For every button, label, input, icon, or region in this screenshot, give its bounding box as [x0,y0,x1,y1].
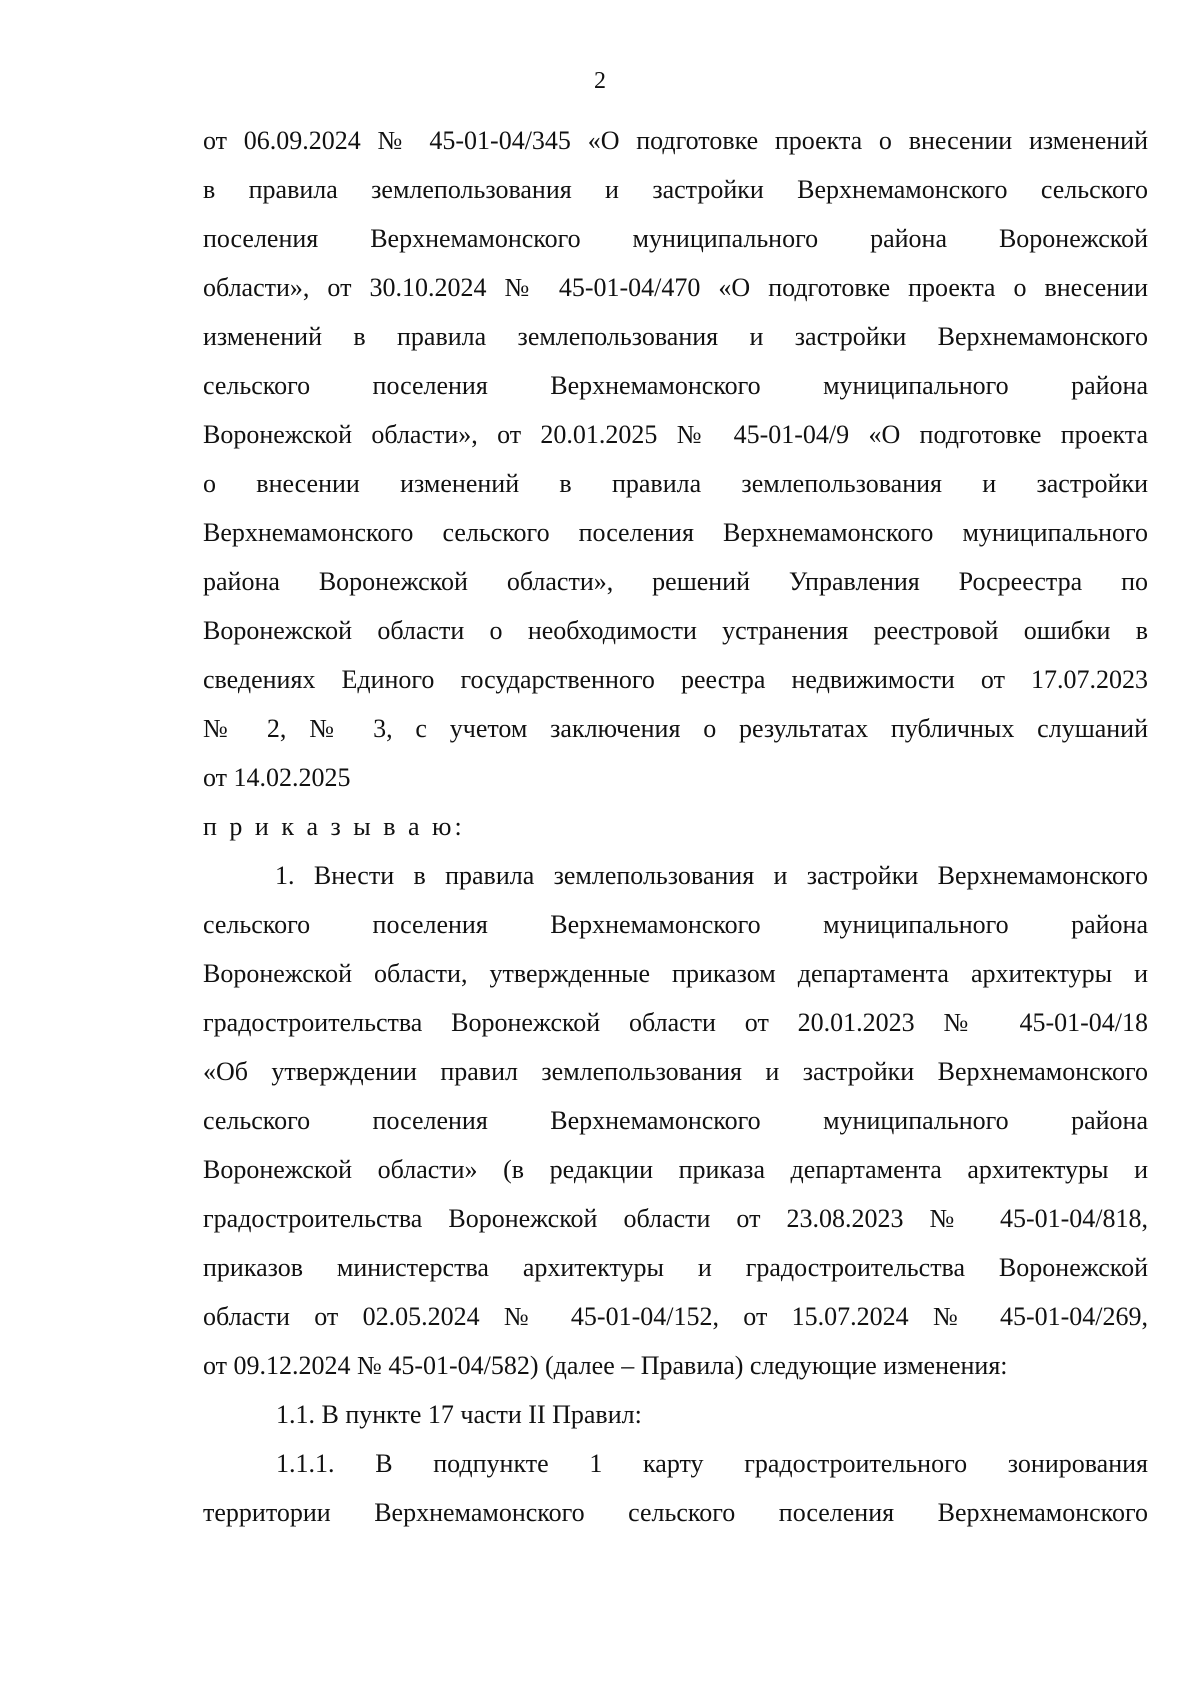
text-line: сельского поселения Верхнемамонского муниципального района [203,1106,1148,1135]
text-line: № 2, № 3, с учетом заключения о результатах публичных слушаний [203,714,1148,743]
text-line: от 06.09.2024 № 45-01-04/345 «О подготовке проекта о внесении изменений [203,126,1148,155]
text-line: изменений в правила землепользования и застройки Верхнемамонского [203,322,1148,351]
text-line: о внесении изменений в правила землепользования и застройки [203,469,1148,498]
text-line: 1.1. В пункте 17 части II Правил: [276,1400,642,1429]
text-line: территории Верхнемамонского сельского поселения Верхнемамонского [203,1498,1148,1527]
text-line: градостроительства Воронежской области от 23.08.2023 № 45-01-04/818, [203,1204,1148,1233]
text-line: сведениях Единого государственного реестра недвижимости от 17.07.2023 [203,665,1148,694]
text-line: поселения Верхнемамонского муниципального района Воронежской [203,224,1148,253]
text-line: Воронежской области, утвержденные приказом департамента архитектуры и [203,959,1148,988]
text-line: приказов министерства архитектуры и градостроительства Воронежской [203,1253,1148,1282]
text-line: сельского поселения Верхнемамонского муниципального района [203,371,1148,400]
text-line: области от 02.05.2024 № 45-01-04/152, от 15.07.2024 № 45-01-04/269, [203,1302,1148,1331]
text-line: Воронежской области о необходимости устранения реестровой ошибки в [203,616,1148,645]
document-body [203,120,1148,1541]
text-line: от 09.12.2024 № 45-01-04/582) (далее – Правила) следующие изменения: [203,1351,1008,1380]
page-number: 2 [594,68,606,94]
text-line: Воронежской области» (в редакции приказа департамента архитектуры и [203,1155,1148,1184]
text-line: Воронежской области», от 20.01.2025 № 45-01-04/9 «О подготовке проекта [203,420,1148,449]
order-keyword [203,806,1148,855]
text-line: 1. Внести в правила землепользования и застройки Верхнемамонского [275,861,1148,890]
text-line: от 14.02.2025 [203,763,351,792]
text-line: района Воронежской области», решений Управления Росреестра по [203,567,1148,596]
text-line: сельского поселения Верхнемамонского муниципального района [203,910,1148,939]
text-line: области», от 30.10.2024 № 45-01-04/470 «О подготовке проекта о внесении [203,273,1148,302]
text-line: Верхнемамонского сельского поселения Верхнемамонского муниципального [203,518,1148,547]
text-line: «Об утверждении правил землепользования и застройки Верхнемамонского [203,1057,1148,1086]
order-keyword-text: п р и к а з ы в а ю: [203,812,465,841]
text-line: 1.1.1. В подпункте 1 карту градостроительного зонирования [276,1449,1148,1478]
text-line: градостроительства Воронежской области от 20.01.2023 № 45-01-04/18 [203,1008,1148,1037]
text-line: в правила землепользования и застройки Верхнемамонского сельского [203,175,1148,204]
